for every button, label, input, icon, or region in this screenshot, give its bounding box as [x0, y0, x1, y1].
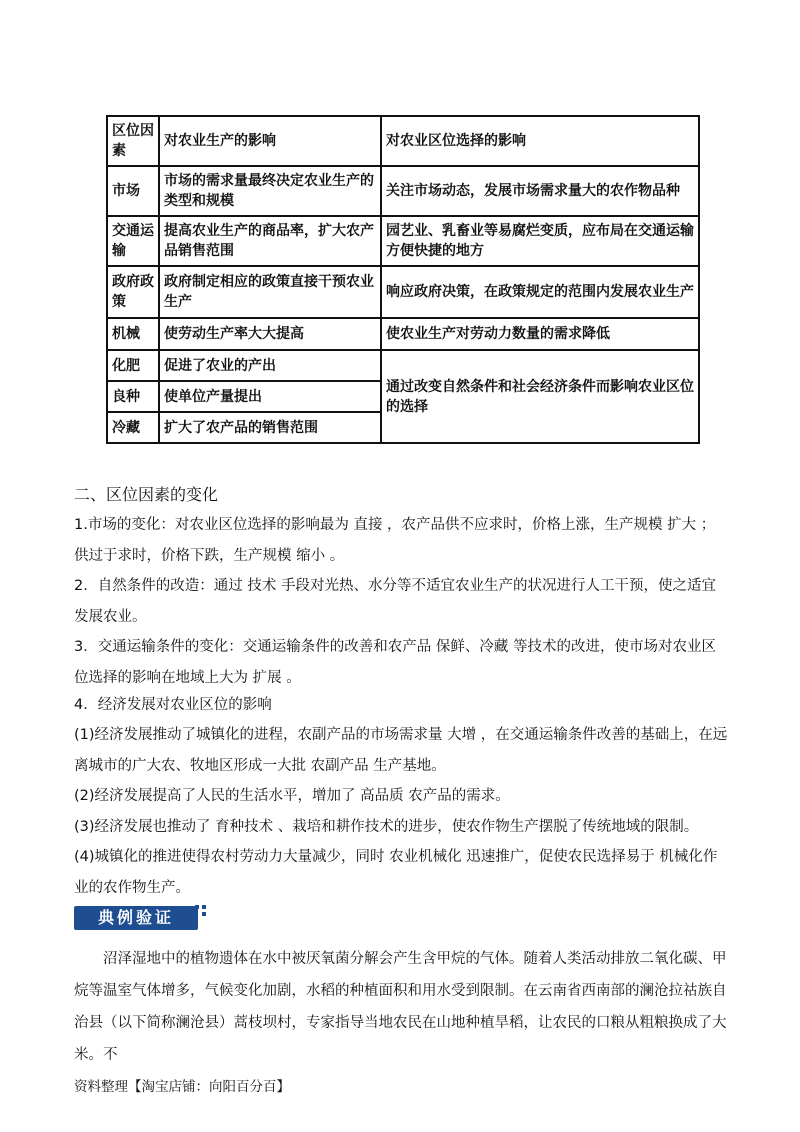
- paragraph: (2)经济发展提高了人民的生活水平，增加了 高品质 农产品的需求。: [74, 788, 510, 804]
- location-cell: 响应政府决策，在政策规定的范围内发展农业生产: [381, 266, 699, 318]
- header-cell: 对农业生产的影响: [159, 116, 381, 166]
- example-badge: [74, 904, 204, 932]
- factor-cell: 政府政策: [107, 266, 159, 318]
- location-cell: 关注市场动态，发展市场需求量大的农作物品种: [381, 166, 699, 216]
- section-title: 二、区位因素的变化: [74, 485, 219, 504]
- location-cell: 园艺业、乳畜业等易腐烂变质，应布局在交通运输方便快捷的地方: [381, 216, 699, 266]
- merged-location-cell: 通过改变自然条件和社会经济条件而影响农业区位的选择: [381, 350, 699, 443]
- factor-cell: 化肥: [107, 350, 159, 381]
- paragraph: 2．自然条件的改造：通过 技术 手段对光热、水分等不适宜农业生产的状况进行人工干预，使之适宜发展农业。: [74, 578, 716, 625]
- footer-note: 资料整理【淘宝店铺：向阳百分百】: [74, 1079, 290, 1095]
- paragraph: 3．交通运输条件的变化：交通运输条件的改善和农产品 保鲜、冷藏 等技术的改进，使市场对农业区位选择的影响在地域上大为 扩展 。: [74, 639, 716, 686]
- header-cell: 对农业区位选择的影响: [381, 116, 699, 166]
- production-cell: 市场的需求量最终决定农业生产的类型和规模: [159, 166, 381, 216]
- factor-cell: 良种: [107, 381, 159, 412]
- table-row: [107, 216, 699, 266]
- factor-cell: 交通运输: [107, 216, 159, 266]
- production-cell: 促进了农业的产出: [159, 350, 381, 381]
- production-cell: 使劳动生产率大大提高: [159, 318, 381, 350]
- location-cell: 使农业生产对劳动力数量的需求降低: [381, 318, 699, 350]
- paragraph: 4．经济发展对农业区位的影响: [74, 697, 272, 713]
- production-cell: 使单位产量提出: [159, 381, 381, 412]
- production-cell: 提高农业生产的商品率，扩大农产品销售范围: [159, 216, 381, 266]
- table-row: [107, 350, 699, 381]
- paragraph: (4)城镇化的推进使得农村劳动力大量减少，同时 农业机械化 迅速推广，促使农民选择易于 机械化作业的农作物生产。: [74, 849, 718, 896]
- paragraph: 1.市场的变化：对农业区位选择的影响最为 直接 ，农产品供不应求时，价格上涨，生产规模 扩大 ；供过于求时，价格下跌，生产规模 缩小 。: [74, 517, 716, 564]
- table-header-row: [107, 116, 699, 166]
- paragraph: (1)经济发展推动了城镇化的进程，农副产品的市场需求量 大增 ，在交通运输条件改善的基础上，在远离城市的广大农、牧地区形成一大批 农副产品 生产基地。: [74, 727, 728, 774]
- factor-cell: 市场: [107, 166, 159, 216]
- paragraph: (3)经济发展也推动了 育种技术 、栽培和耕作技术的进步，使农作物生产摆脱了传统地域的限制。: [74, 819, 699, 835]
- production-cell: 政府制定相应的政策直接干预农业生产: [159, 266, 381, 318]
- example-passage: 沼泽湿地中的植物遗体在水中被厌氧菌分解会产生含甲烷的气体。随着人类活动排放二氧化碳、甲烷等温室气体增多，气候变化加剧，水稻的种植面积和用水受到限制。在云南省西南部的澜沧拉祜族自治县（以下简称澜沧县）蒿枝坝村，专家指导当地农民在山地种植旱稻，让农民的口粮从粗粮换成了大米。不: [74, 951, 727, 1063]
- table-row: [107, 318, 699, 350]
- factor-cell: 冷藏: [107, 412, 159, 443]
- badge-label: 典例验证: [97, 908, 174, 927]
- header-cell: 区位因素: [107, 116, 159, 166]
- corner-dots-icon: [194, 904, 208, 918]
- table-row: [107, 166, 699, 216]
- production-cell: 扩大了农产品的销售范围: [159, 412, 381, 443]
- agri-factors-table: [106, 115, 700, 444]
- factor-cell: 机械: [107, 318, 159, 350]
- table-row: [107, 266, 699, 318]
